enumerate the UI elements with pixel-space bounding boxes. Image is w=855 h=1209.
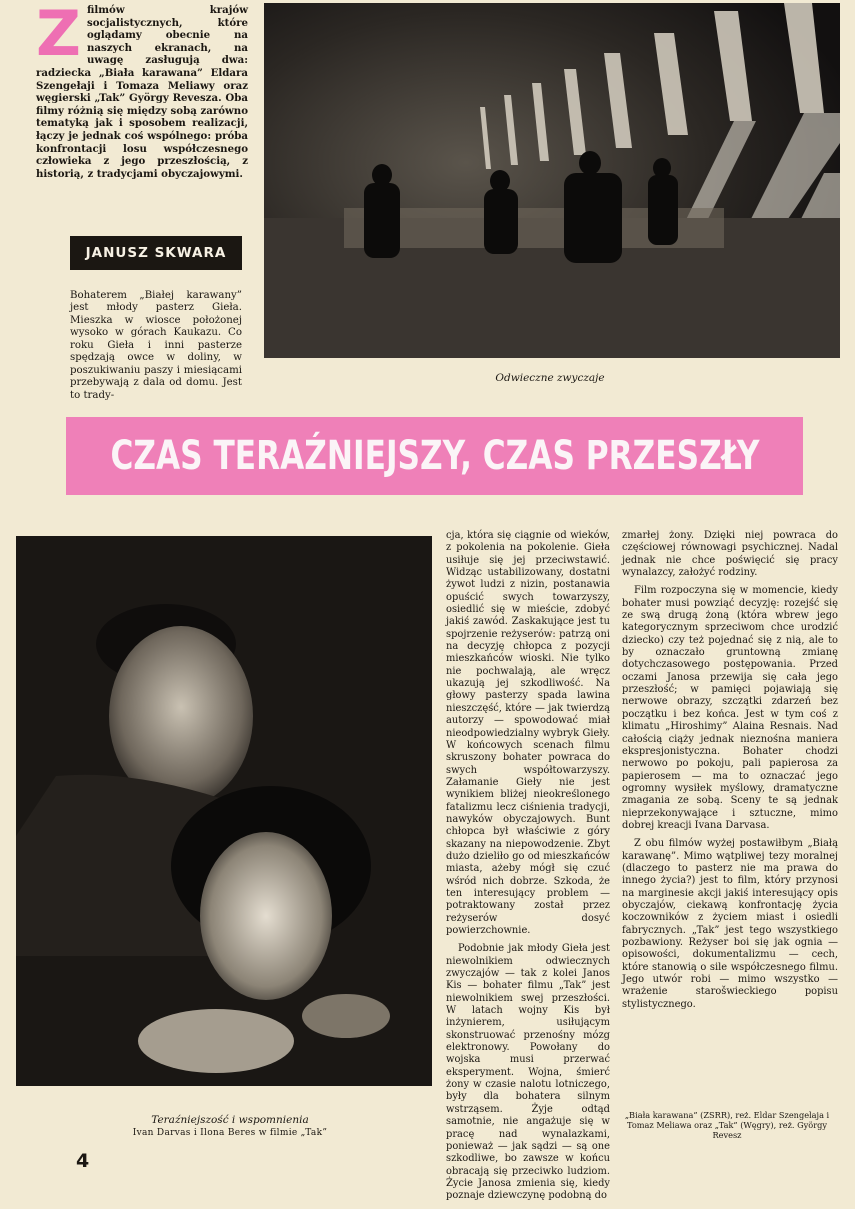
paragraph: Bohaterem „Białej karawany” jest młody pasterz Gieła. Mieszka w wiosce położonej wysoko w górach Kaukazu. Co roku Gieła i inni pasterze spędzają owce w doliny, w poszukiwaniu paszy i miesiącami przebywają z dala od domu. Jest to trady- bbox=[70, 290, 242, 401]
author-name: JANUSZ SKWARA bbox=[85, 245, 227, 261]
lead-text: filmów krajów socjalistycznych, które oglądamy obecnie na naszych ekranach, na uwagę zasługują dwa: radziecka „Biała karawana” Eldara Szengełaji i Tomaza Meliawy oraz węgierski „Tak” György Revesza. Oba filmy różnią się między sobą zarówno tematyką jak i sposobem realizacji, łączy je jednak coś wspólnego: próba konfrontacji losu współczesnego człowieka z jego przeszłością, z historią, z tradycjami obyczajowymi. bbox=[36, 4, 248, 180]
headline-bar bbox=[66, 417, 803, 495]
caption-couple bbox=[100, 1114, 360, 1140]
film-credits-footnote: „Biała karawana” (ZSRR), reż. Eldar Szengelaja i Tomaz Meliawa oraz „Tak” (Węgry), reż. György Revesz bbox=[624, 1110, 830, 1141]
lead-paragraph bbox=[36, 0, 248, 180]
paragraph: Z obu filmów wyżej postawiłbym „Białą karawanę”. Mimo wątpliwej tezy moralnej (dlaczego to pasterz nie ma prawa do innego życia?) jest to film, który przynosi na marginesie akcji jakiś interesujący opis obyczajów, ciekawą konfrontację życia koczowników z życiem miast i osiedli fabrycznych. „Tak” jest tego wszystkiego pozbawiony. Reżyser boi się jak ognia — opisowości, dokumentalizmu — cech, które stanowią o sile współczesnego filmu. Jego utwór robi — mimo wszystko — wrażenie starošwieckiego popisu stylistycznego. bbox=[622, 838, 838, 1010]
caption-couple-sub: Ivan Darvas i Ilona Beres w filmie „Tak” bbox=[132, 1128, 328, 1138]
paragraph: cja, która się ciągnie od wieków, z pokolenia na pokolenie. Gieła usiłuje się jej przeciwstawić. Widząc ustabilizowany, dostatni żywot ludzi z nizin, postanawia opuścić swych towarzyszy, osiedlić się w mieście, zdobyć jakiś zawód. Zaskakujące jest tu spojrzenie reżyserów: patrzą oni na decyzję chłopca z pozycji mieszkańców wioski. Nie tylko nie pochwalają, ale wręcz ukazują jej szkodliwość. Na głowy pasterzy spada lawina nieszczęść, które — jak twierdzą autorzy — spowodować miał nieodpowiedzialny wybryk Gieły. W końcowych scenach filmu skruszony bohater powraca do swych współtowarzyszy. Załamanie Gieły nie jest wynikiem bliżej nieokreślonego fatalizmu lecz ciśnienia tradycji, nawyków obyczajowych. Bunt chłopca był właściwie z góry skazany na niepowodzenie. Zbyt dużo dzieliło go od mieszkańców miasta, ażeby mógł się czuć wśród nich dobrze. Szkoda, że ten interesujący problem — potraktowany został przez reżyserów dosyć powierzchownie. bbox=[446, 530, 610, 936]
paragraph: Film rozpoczyna się w momencie, kiedy bohater musi powziąć decyzję: rozejść się ze swą drugą żoną (która wbrew jego kategorycznym sprzeciwom chce urodzić dziecko) czy też pojednać się z nią, ale to by oznaczało gruntowną zmianę dotychczasowego postępowania. Przed oczami Janosa przewija się cała jego przeszłość; w pamięci pojawiają się nerwowe obrazy, szczątki zdarzeń bez początku i bez końca. Jest w tym coś z klimatu „Hiroshimy” Alaina Resnais. Nad całością ciąży jednak nieznośna maniera ekspresjonistyczna. Bohater chodzi nerwowo po pokoju, pali papierosa za papierosem — ma to oznaczać jego ogromny wysiłek myślowy, dramatyczne zmagania ze sobą. Sceny te są jednak nieprzekonywające i sztuczne, mimo dobrej kreacji Ivana Darvasa. bbox=[622, 585, 838, 831]
caption-tunnel: Odwieczne zwyczaje bbox=[495, 372, 605, 384]
body-column-2 bbox=[446, 530, 610, 1209]
dropcap: Z bbox=[36, 0, 81, 70]
paragraph: Podobnie jak młody Gieła jest niewolnikiem odwiecznych zwyczajów — tak z kolei Janos Kis — bohater filmu „Tak” jest niewolnikiem swej przeszłości. W latach wojny Kis był inżynierem, usiłującym skonstruować przenośny mózg elektronowy. Powołany do wojska musi przerwać eksperyment. Wojna, śmierć żony w czasie nalotu lotniczego, były dla bohatera silnym wstrząsem. Żyje odtąd samotnie, nie angażuje się w pracę nad wynalazkami, ponieważ — jak sądzi — są one szkodliwe, bo zawsze w końcu obracają się przeciwko ludziom. Życie Janosa zmienia się, kiedy poznaje dziewczynę podobną do bbox=[446, 943, 610, 1202]
body-column-1 bbox=[70, 290, 242, 408]
photo-couple bbox=[16, 536, 432, 1086]
photo-tunnel bbox=[264, 3, 840, 358]
author-box bbox=[70, 236, 242, 270]
headline: CZAS TERAŹNIEJSZY, CZAS PRZESZŁY bbox=[110, 433, 759, 479]
caption-couple-title: Teraźniejszość i wspomnienia bbox=[151, 1114, 309, 1126]
body-column-3 bbox=[622, 530, 838, 1017]
page-number: 4 bbox=[76, 1150, 90, 1172]
paragraph: zmarłej żony. Dzięki niej powraca do częściowej równowagi psychicznej. Nadal jednak nie chce poświęcić się pracy wynalazcy, założyć rodziny. bbox=[622, 530, 838, 579]
